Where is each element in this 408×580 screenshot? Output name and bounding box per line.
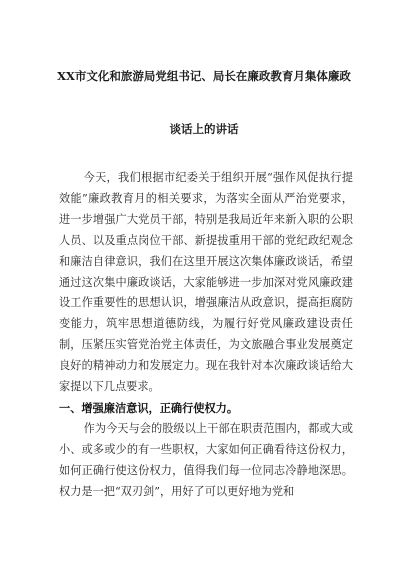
document-title-line-1: XX市文化和旅游局党组书记、局长在廉政教育月集体廉政 — [57, 69, 351, 83]
section-heading-1: 一、增强廉洁意识，正确行使权力。 — [59, 400, 239, 415]
document-body — [59, 168, 353, 503]
body-paragraph-1: 今天，我们根据市纪委关于组织开展“强作风促执行提效能”廉政教育月的相关要求，为落实全面从严治党要求，进一步增强广大党员干部，特别是我局近年来新入职的公职人员、以及重点岗位干部、新提拔重用干部的党纪政纪观念和廉洁自律意识，我们在这里开展这次集体廉政谈话，希望通过这次集中廉政谈话，大家能够进一步加深对党风廉政建设工作重要性的思想认识，增强廉洁从政意识，提高拒腐防变能力，筑牢思想道德防线，为履行好党风廉政建设责任制，压紧压实管党治党主体责任，为文旅融合事业发展奠定良好的精神动力和发展定力。现在我针对本次廉政谈话给大家提以下几点要求。 — [59, 171, 353, 394]
body-paragraph-2: 作为今天与会的股级以上干部在职责范围内，都或大或小、或多或少的有一些职权，大家如何正确看待这份权力，如何正确行使这份权力，值得我们每一位同志冷静地深思。权力是一把“双刃剑”，用好了可以更好地为党和 — [59, 421, 353, 498]
document-title-line-2: 谈话上的讲话 — [169, 122, 239, 136]
